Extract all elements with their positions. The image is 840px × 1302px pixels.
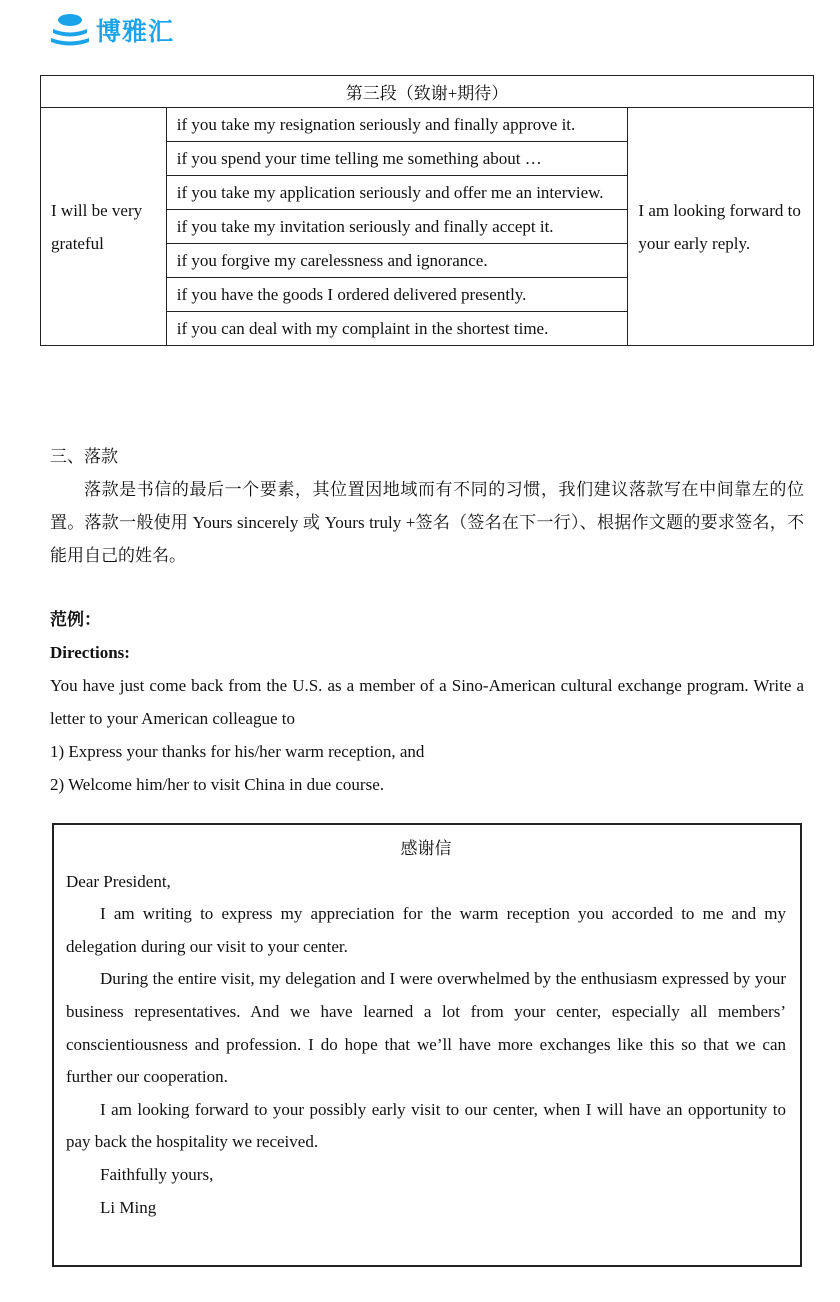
table-left-cell: I will be very grateful [41, 108, 167, 346]
table-row: if you can deal with my complaint in the shortest time. [166, 312, 628, 346]
letter-salutation: Dear President, [66, 871, 171, 891]
section-signature [50, 440, 804, 572]
table-row: if you spend your time telling me something about … [166, 142, 628, 176]
section-title: 三、落款 [50, 447, 118, 466]
section-body: 落款是书信的最后一个要素，其位置因地域而有不同的习惯，我们建议落款写在中间靠左的位置。落款一般使用 Yours sincerely 或 Yours truly +签名（签名在下一行）、根据作文题的要求签名，不能用自己的姓名。 [50, 480, 804, 565]
directions-label: Directions: [50, 643, 130, 662]
example-label: 范例： [50, 610, 101, 629]
table-row: if you have the goods I ordered delivered presently. [166, 278, 628, 312]
letter-signature: Li Ming [100, 1197, 157, 1217]
directions-item-1: 1) Express your thanks for his/her warm reception, and [50, 742, 425, 761]
letter-closing: Faithfully yours, [100, 1164, 214, 1184]
directions-text: You have just come back from the U.S. as a member of a Sino-American cultural exchange program. Write a letter to your American colleague to [50, 676, 804, 728]
directions-item-2: 2) Welcome him/her to visit China in due course. [50, 775, 384, 794]
brand-logo [50, 12, 174, 48]
letter-paragraph-3: I am looking forward to your possibly early visit to our center, when I will have an opportunity to pay back the hospitality we received. [66, 1099, 786, 1152]
sample-letter [52, 823, 802, 1267]
letter-paragraph-1: I am writing to express my appreciation for the warm reception you accorded to me and my delegation during our visit to your center. [66, 904, 786, 956]
table-header: 第三段（致谢+期待） [41, 76, 814, 108]
table-right-cell: I am looking forward to your early reply. [628, 108, 814, 346]
table-row: if you take my application seriously and offer me an interview. [166, 176, 628, 210]
logo-text: 博雅汇 [96, 17, 175, 46]
logo-icon [50, 12, 90, 48]
table-row: if you forgive my carelessness and ignorance. [166, 244, 628, 278]
phrase-table [40, 75, 814, 346]
letter-title: 感谢信 [400, 839, 452, 858]
table-row: if you take my invitation seriously and finally accept it. [166, 210, 628, 244]
example-section [50, 603, 804, 801]
table-row: if you take my resignation seriously and finally approve it. [166, 108, 628, 142]
letter-paragraph-2: During the entire visit, my delegation and I were overwhelmed by the enthusiasm expressed by your business representatives. And we have learned a lot from your center, especially all members’ conscientiousness and profession. I do hope that we’ll have more exchanges like this so that we can further our cooperation. [66, 969, 786, 1087]
